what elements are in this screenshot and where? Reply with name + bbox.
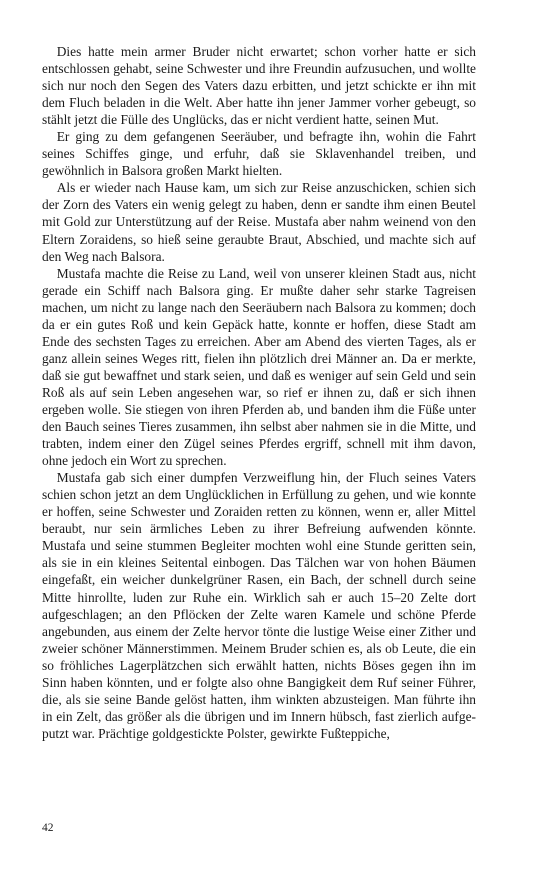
paragraph-4: Mustafa machte die Reise zu Land, weil von unserer kleinen Stadt aus, nicht gerade ein Schiff nach Balsora ging. Er mußte daher sehr starke Tagreisen machen, um nicht zu lange nach den Seeräubern nach Balsora zu kommen; doch da er ein gutes Roß und kein Gepäck hatte, konnte er hoffen, diese Stadt am Ende des sechsten Tages zu erreichen. Aber am Abend des vierten Tages, als er ganz allein seines Weges ritt, fielen ihn plötzlich drei Männer an. Da er merkte, daß sie gut bewaffnet und stark seien, und daß es weniger auf sein Geld und sein Roß als auf sein Leben angesehen war, so rief er ihnen zu, daß er sich ihnen ergeben wolle. Sie stiegen von ihren Pferden ab, und banden ihm die Füße unter den Bauch seines Tieres zusammen, ihn selbst aber nahmen sie in die Mitte, und trabten, indem einer den Zügel seines Pferdes ergriff, schnell mit ihm davon, ohne jedoch ein Wort zu sprechen. [42,265,476,469]
paragraph-5: Mustafa gab sich einer dumpfen Verzweiflung hin, der Fluch seines Vaters schien schon jetzt an dem Unglücklichen in Erfüllung zu gehen, und wie konnte er hoffen, seine Schwester und Zoraiden retten zu können, wenn er, aller Mittel beraubt, nur sein ärmliches Leben zu ihrer Befreiung aufwenden könnte. Mustafa und seine stummen Begleiter mochten wohl eine Stunde geritten sein, als sie in ein kleines Seitental einbogen. Das Tälchen war von hohen Bäumen eingefaßt, ein weicher dunkelgrüner Rasen, ein Bach, der schnell durch seine Mitte hinrollte, luden zur Ruhe ein. Wirklich sah er auch 15–20 Zelte dort aufgeschlagen; an den Pflöcken der Zelte waren Kamele und schöne Pferde angebunden, aus einem der Zelte hervor tönte die lustige Weise einer Zither und zweier schöner Männerstimmen. Meinem Bruder schien es, als ob Leute, die ein so fröhliches Lagerplätzchen sich erwählt hatten, nichts Böses gegen ihn im Sinn haben könnten, und er folgte also ohne Bangigkeit dem Ruf seiner Führer, die, als sie seine Bande gelöst hatten, ihm winkten abzusteigen. Man führte ihn in ein Zelt, das größer als die übrigen und im Innern hübsch, fast zierlich aufgeputzt war. Prächtige goldgestickte Polster, gewirkte Fußteppiche, [42,470,476,741]
paragraph-3: Als er wieder nach Hause kam, um sich zur Reise anzuschicken, schien sich der Zorn des Vaters ein wenig gelegt zu haben, denn er sandte ihm einen Beutel mit Gold zur Unterstützung auf der Reise. Mustafa aber nahm weinend von den Eltern Zoraidens, so hieß seine geraubte Braut, Abschied, und machte sich auf den Weg nach Balsora. [42,180,476,264]
page-text-body [42,43,476,742]
paragraph-1: Dies hatte mein armer Bruder nicht erwartet; schon vorher hatte er sich entschlossen gehabt, seine Schwester und ihre Freundin aufzusuchen, und wollte sich nur noch den Segen des Vaters dazu erbitten, und jetzt schickte er ihn mit dem Fluch beladen in die Welt. Aber hatte ihn jener Jammer vorher gebeugt, so stählt jetzt die Fülle des Unglücks, das er nicht verdient hatte, seinen Mut. [42,44,476,128]
paragraph-2: Er ging zu dem gefangenen Seeräuber, und befragte ihn, wohin die Fahrt seines Schiffes ginge, und erfuhr, daß sie Sklavenhandel treiben, und gewöhnlich in Balsora großen Markt hielten. [42,129,476,179]
page-number: 42 [42,822,54,834]
